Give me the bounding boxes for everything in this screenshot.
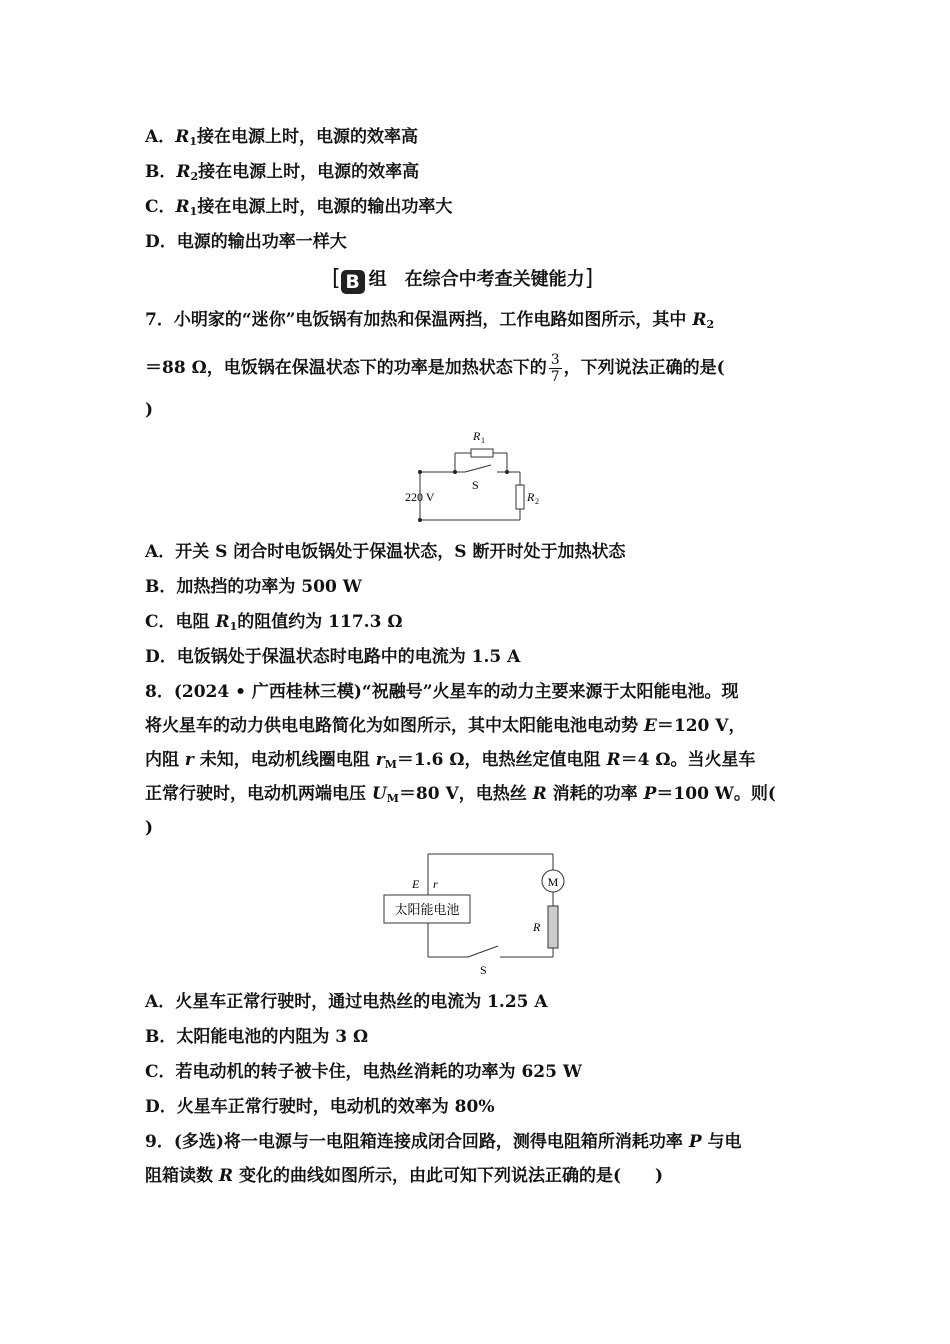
emf-label: E	[412, 877, 420, 891]
q8-stem-line1: 8．(2024 • 广西桂林三模)“祝融号”火星车的动力主要来源于太阳能电池。现	[145, 682, 739, 702]
q7-option-a: A．开关 S 闭合时电饭锅处于保温状态，S 断开时处于加热状态	[145, 542, 626, 562]
section-header-b: [ B 组 在综合中考查关键能力]	[332, 266, 594, 293]
q8-option-d: D．火星车正常行驶时，电动机的效率为 80%	[145, 1097, 495, 1117]
q7-stem-line2: ＝88 Ω，电饭锅在保温状态下的功率是加热状态下的 $\frac{3}{7}$ ，下列说法正确的是(	[145, 352, 725, 385]
q7-stem-line1: 7．小明家的“迷你”电饭锅有加热和保温两挡，工作电路如图所示，其中 $R_2$	[145, 310, 715, 331]
r1-label: R	[473, 429, 481, 443]
q6-option-c: C．$R_1$接在电源上时，电源的输出功率大	[145, 197, 453, 218]
q8-option-b: B．太阳能电池的内阻为 3 Ω	[145, 1027, 369, 1047]
switch-label: S	[472, 478, 479, 492]
motor-label: M	[547, 875, 559, 889]
fraction-3-7: $\frac{3}{7}$	[550, 352, 560, 385]
q8-stem-line3: 内阻 r 未知，电动机线圈电阻 $r_M=1.6$ Ω，电热丝定值电阻 R＝4 Ω。当火星车	[145, 750, 756, 771]
solar-battery-label: 太阳能电池	[394, 902, 460, 917]
q7-option-b: B．加热挡的功率为 500 W	[145, 577, 362, 597]
q9-stem-line2: 阻箱读数 R 变化的曲线如图所示，由此可知下列说法正确的是( )	[145, 1166, 664, 1186]
q6-option-b: B．$R_2$接在电源上时，电源的效率高	[145, 162, 420, 183]
r1-sub: 1	[481, 436, 485, 445]
q7-option-c: C．电阻 $R_1$的阻值约为 117.3 Ω	[145, 612, 403, 633]
q8-option-c: C．若电动机的转子被卡住，电热丝消耗的功率为 625 W	[145, 1062, 582, 1082]
q8-stem-line2: 将火星车的动力供电电路简化为如图所示，其中太阳能电池电动势 E＝120 V，	[145, 716, 746, 736]
q6-option-a: A．$R_1$接在电源上时，电源的效率高	[145, 127, 418, 148]
q9-stem-line1: 9．(多选)将一电源与一电阻箱连接成闭合回路，测得电阻箱所消耗功率 P 与电	[145, 1132, 742, 1152]
r2-sub: 2	[535, 497, 539, 506]
q7-stem-line3: )	[145, 400, 154, 420]
r2-label: R	[527, 490, 535, 504]
q8-stem-line5: )	[145, 818, 154, 838]
q8-circuit-diagram	[380, 848, 580, 980]
resistor-label: R	[533, 920, 541, 934]
q7-option-d: D．电饭锅处于保温状态时电路中的电流为 1.5 A	[145, 647, 521, 667]
q8-option-a: A．火星车正常行驶时，通过电热丝的电流为 1.25 A	[145, 992, 548, 1012]
q6-option-d: D．电源的输出功率一样大	[145, 232, 347, 252]
group-badge: B	[341, 270, 365, 294]
q8-stem-line4: 正常行驶时，电动机两端电压 $U_M=80$ V，电热丝 R 消耗的功率 P＝100 W。则(	[145, 784, 776, 805]
q7-circuit-diagram	[395, 425, 555, 525]
internal-r-label: r	[433, 877, 438, 891]
voltage-label: 220 V	[405, 490, 435, 504]
switch-s-label: S	[480, 963, 487, 977]
